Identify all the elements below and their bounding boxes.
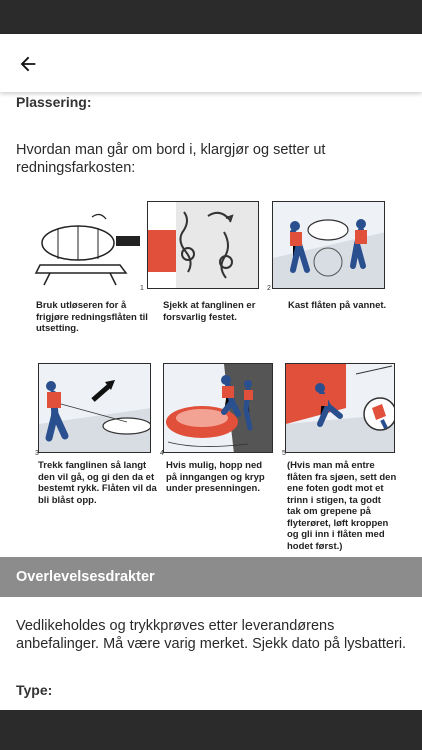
launch-instructions-figure xyxy=(0,198,422,552)
step-4-number: 4 xyxy=(160,450,164,457)
placement-label: Plassering: xyxy=(16,94,92,110)
step-1-illustration xyxy=(30,203,142,295)
step-1-number: 1 xyxy=(140,285,144,292)
step-5-caption: (Hvis man må entre flåten fra sjøen, sett den ene foten godt mot et trinn i stigen, ta godt tak om grepene på flyterøret, løft kroppen og gli inn i flåten med hodet først.) xyxy=(287,460,397,552)
step-2-illustration xyxy=(272,201,385,289)
step-hook-caption: Sjekk at fanglinen er forsvarlig festet. xyxy=(163,300,256,323)
step-2-caption: Kast flåten på vannet. xyxy=(288,300,387,311)
step-5-illustration xyxy=(285,363,395,453)
type-label: Type: xyxy=(16,682,53,698)
step-1-caption: Bruk utløseren for å frigjøre redningsflåten til utsetting. xyxy=(36,300,148,334)
back-button[interactable] xyxy=(12,48,44,80)
step-3-number: 3 xyxy=(35,450,39,457)
arrow-left-icon xyxy=(17,53,39,75)
section-header-survival-suits: Overlevelsesdrakter xyxy=(0,557,422,597)
step-4-illustration xyxy=(163,363,273,453)
step-hook-illustration xyxy=(147,201,259,289)
placement-intro: Hvordan man går om bord i, klargjør og setter ut redningsfarkosten: xyxy=(16,142,326,176)
step-3-caption: Trekk fanglinen så langt den vil gå, og gi den da et bestemt rykk. Flåten vil da bli blåst opp. xyxy=(38,460,157,506)
step-3-illustration xyxy=(38,363,151,453)
step-5-number: 5 xyxy=(282,450,286,457)
content-scroll[interactable] xyxy=(0,92,422,710)
status-bar xyxy=(0,0,422,34)
step-2-number: 2 xyxy=(267,285,271,292)
app-bar xyxy=(0,34,422,92)
system-navigation-bar xyxy=(0,710,422,750)
survival-suits-text: Vedlikeholdes og trykkprøves etter leverandørens anbefalinger. Må være varig merket. Sjekk dato på lysbatteri. xyxy=(16,618,407,652)
step-4-caption: Hvis mulig, hopp ned på inngangen og kryp under presenningen. xyxy=(166,460,265,494)
